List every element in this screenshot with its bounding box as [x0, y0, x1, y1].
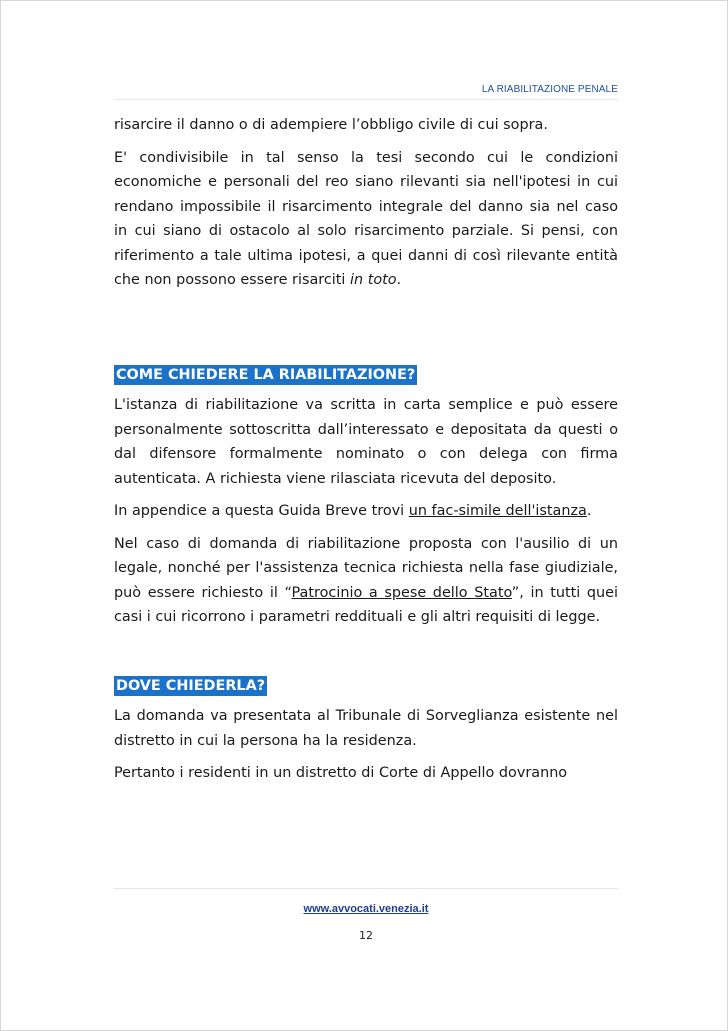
paragraph-text: L'istanza di riabilitazione va scritta in carta semplice e può essere personalmente sottoscritta dall’interessato e depositata da questi o dal difensore formalmente nominato o con delega con firma autenticata. A richiesta viene rilasciata ricevuta del deposito. [114, 397, 618, 487]
paragraph-residenti [114, 761, 618, 786]
paragraph-text: E' condivisibile in tal senso la tesi secondo cui le condizioni economiche e personali del reo siano rilevanti sia nell'ipotesi in cui rendano impossibile il risarcimento integrale del danno sia nel caso in cui siano di ostacolo al solo risarcimento parziale. Si pensi, con riferimento a tale ultima ipotesi, a quei danni di così rilevante entità che non possono essere risarciti [114, 149, 618, 288]
paragraph-end: . [586, 503, 592, 519]
section-heading-dove-chiederla: DOVE CHIEDERLA? [116, 677, 266, 694]
paragraph-continuation [114, 113, 618, 138]
section-heading-come-chiedere: COME CHIEDERE LA RIABILITAZIONE? [116, 366, 416, 383]
paragraph-istanza [114, 393, 618, 491]
paragraph-economic-conditions [114, 146, 618, 293]
italic-term: in toto [350, 272, 397, 288]
paragraph-text: In appendice a questa Guida Breve trovi [114, 503, 409, 519]
website-link[interactable]: www.avvocati.venezia.it [303, 903, 429, 915]
footer-divider [114, 888, 618, 889]
patrocinio-link[interactable]: Patrocinio a spese dello Stato [291, 584, 512, 601]
paragraph-text: Nel caso di domanda di riabilitazione proposta con l'ausilio di un legale, nonché per l'assistenza tecnica richiesta nella fase giudiziale, può essere richiesto il “ [114, 535, 618, 601]
paragraph-end: ”, in tutti quei casi i cui ricorrono i parametri reddituali e gli altri requisiti di legge. [114, 584, 618, 625]
paragraph-appendice [114, 499, 618, 524]
paragraph-end: . [396, 272, 402, 288]
page-body [114, 113, 618, 786]
paragraph-text: risarcire il danno o di adempiere l’obbligo civile di cui sopra. [114, 117, 548, 133]
facsimile-link[interactable]: un fac-simile dell'istanza [408, 503, 587, 519]
paragraph-text: La domanda va presentata al Tribunale di Sorveglianza esistente nel distretto in cui la persona ha la residenza. [114, 708, 618, 749]
page-number: 12 [359, 929, 373, 942]
paragraph-patrocinio [114, 532, 618, 630]
running-header: LA RIABILITAZIONE PENALE [481, 84, 618, 95]
header-divider [114, 99, 618, 100]
paragraph-tribunale [114, 704, 618, 753]
paragraph-text: Pertanto i residenti in un distretto di Corte di Appello dovranno [114, 765, 568, 781]
